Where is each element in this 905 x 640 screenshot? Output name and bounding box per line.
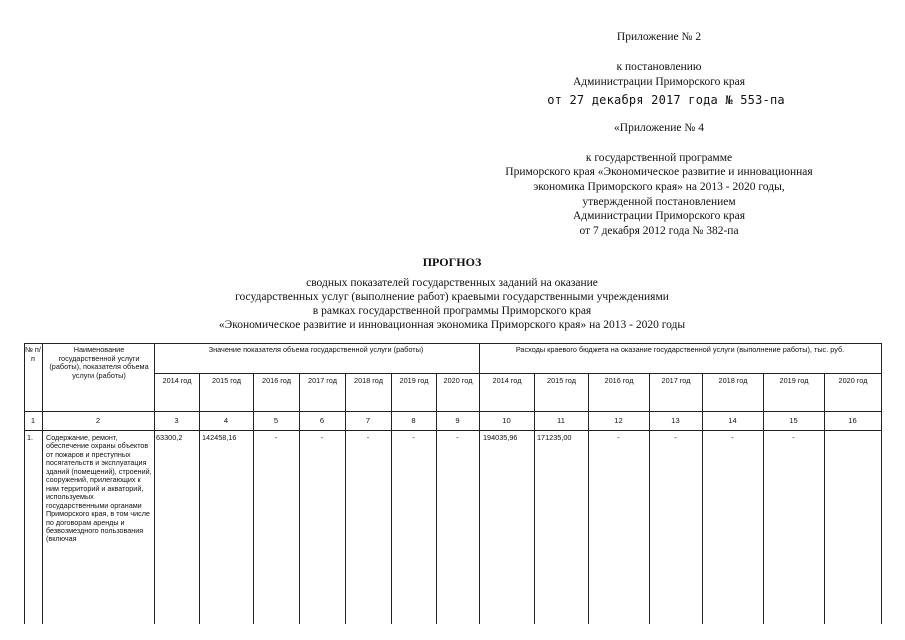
program-title-line1: Приморского края «Экономическое развитие и инновационная (505, 166, 813, 178)
col-number: 5 (273, 416, 279, 425)
row1-budget-2016: - (617, 433, 620, 442)
table-border-right (881, 343, 882, 624)
col-number: 9 (455, 416, 460, 425)
table-border-left (24, 343, 25, 624)
subtitle-line1: сводных показателей государственных заданий на оказание (306, 277, 598, 289)
col-divider (199, 373, 200, 624)
col-divider (436, 373, 437, 624)
col-divider (588, 373, 589, 624)
appendix-4-label: «Приложение № 4 (614, 122, 704, 134)
col-number: 6 (319, 416, 325, 425)
row1-budget-2019: - (792, 433, 795, 442)
program-label: к государственной программе (585, 152, 733, 164)
subtitle-line3: в рамках государственной программы Приморского края (312, 305, 592, 317)
subtitle-line2: государственных услуг (выполнение работ) краевыми государственными учреждениями (235, 291, 669, 303)
budget-year-2018: 2018 год (718, 376, 748, 385)
volume-year-2020: 2020 год (443, 376, 473, 385)
appendix-2-label: Приложение № 2 (616, 31, 702, 43)
col-divider (763, 373, 764, 624)
approved-label: утвержденной постановлением (582, 196, 736, 208)
header-volume-group: Значение показателя объема государственной услуги (работы) (208, 345, 424, 354)
row1-volume-2014: 63300,2 (156, 433, 183, 442)
row1-volume-2017: - (320, 433, 324, 442)
budget-year-2017: 2017 год (661, 376, 691, 385)
header-name: Наименование государственной услуги (работы), показателя объема услуги (работы) (49, 345, 149, 380)
col-divider (42, 343, 43, 624)
col-divider (299, 373, 300, 624)
budget-year-2016: 2016 год (604, 376, 634, 385)
volume-year-2019: 2019 год (399, 376, 429, 385)
col-number: 7 (365, 416, 371, 425)
col-number: 11 (557, 416, 565, 425)
header-no: № п/п (25, 345, 41, 363)
handwritten-date: от 27 декабря 2017 года № 553-па (547, 93, 785, 107)
administration-label: Администрации Приморского края (573, 76, 745, 88)
col-divider (824, 373, 825, 624)
col-divider (345, 373, 346, 624)
col-numbers-bottom-line (24, 430, 882, 431)
col-number: 1 (30, 416, 36, 425)
document-title: ПРОГНОЗ (422, 255, 482, 269)
row1-budget-2018: - (731, 433, 734, 442)
row1-volume-2020: - (456, 433, 459, 442)
col-number: 15 (789, 416, 798, 425)
volume-year-2014: 2014 год (162, 376, 192, 385)
group-header-divider (154, 373, 882, 374)
col-divider (391, 373, 392, 624)
col-divider (253, 373, 254, 624)
budget-year-2015: 2015 год (547, 376, 576, 385)
header-budget-group: Расходы краевого бюджета на оказание государственной услуги (выполнение работы), тыс. руб. (515, 345, 845, 354)
col-divider (649, 373, 650, 624)
table-border-top (24, 343, 882, 344)
row1-service-name: Содержание, ремонт, обеспечение охраны объектов от пожаров и преступных посягательств и эксплуатация зданий (помещений), строений, сооружений, прилегающих к ним территорий и акваторий, используемых государственными органами Приморского края, в том числе по договорам аренды и безвозмездного пользования (включая (46, 433, 152, 544)
col-number: 4 (223, 416, 229, 425)
col-number: 10 (502, 416, 511, 425)
col-number: 14 (728, 416, 737, 425)
row1-volume-2018: - (366, 433, 370, 442)
row1-volume-2015: 142458,16 (202, 433, 237, 442)
volume-year-2017: 2017 год (308, 376, 337, 385)
header-bottom-line (24, 411, 882, 412)
row1-number: 1. (27, 433, 34, 442)
col-divider (534, 373, 535, 624)
col-number: 16 (848, 416, 857, 425)
row1-volume-2016: - (274, 433, 278, 442)
col-number: 2 (95, 416, 101, 425)
program-title-line2: экономика Приморского края» на 2013 - 2020 годы, (533, 181, 785, 193)
budget-year-2019: 2019 год (779, 376, 809, 385)
resolution-label: к постановлению (616, 61, 702, 73)
volume-year-2016: 2016 год (262, 376, 291, 385)
row1-volume-2019: - (412, 433, 415, 442)
administration-label-2: Администрации Приморского края (573, 210, 745, 222)
col-number: 12 (614, 416, 623, 425)
volume-year-2018: 2018 год (354, 376, 383, 385)
col-number: 13 (671, 416, 680, 425)
budget-year-2020: 2020 год (838, 376, 868, 385)
row1-budget-2017: - (674, 433, 677, 442)
budget-year-2014: 2014 год (492, 376, 522, 385)
subtitle-line4: «Экономическое развитие и инновационная экономика Приморского края» на 2013 - 2020 годы (218, 319, 686, 331)
col-number: 3 (174, 416, 179, 425)
col-divider (702, 373, 703, 624)
row1-budget-2014: 194035,96 (483, 433, 518, 442)
row1-budget-2015: 171235,00 (537, 433, 572, 442)
forecast-table (24, 343, 882, 624)
col-number: 8 (411, 416, 416, 425)
volume-year-2015: 2015 год (212, 376, 241, 385)
program-date-label: от 7 декабря 2012 года № 382-па (579, 225, 739, 237)
